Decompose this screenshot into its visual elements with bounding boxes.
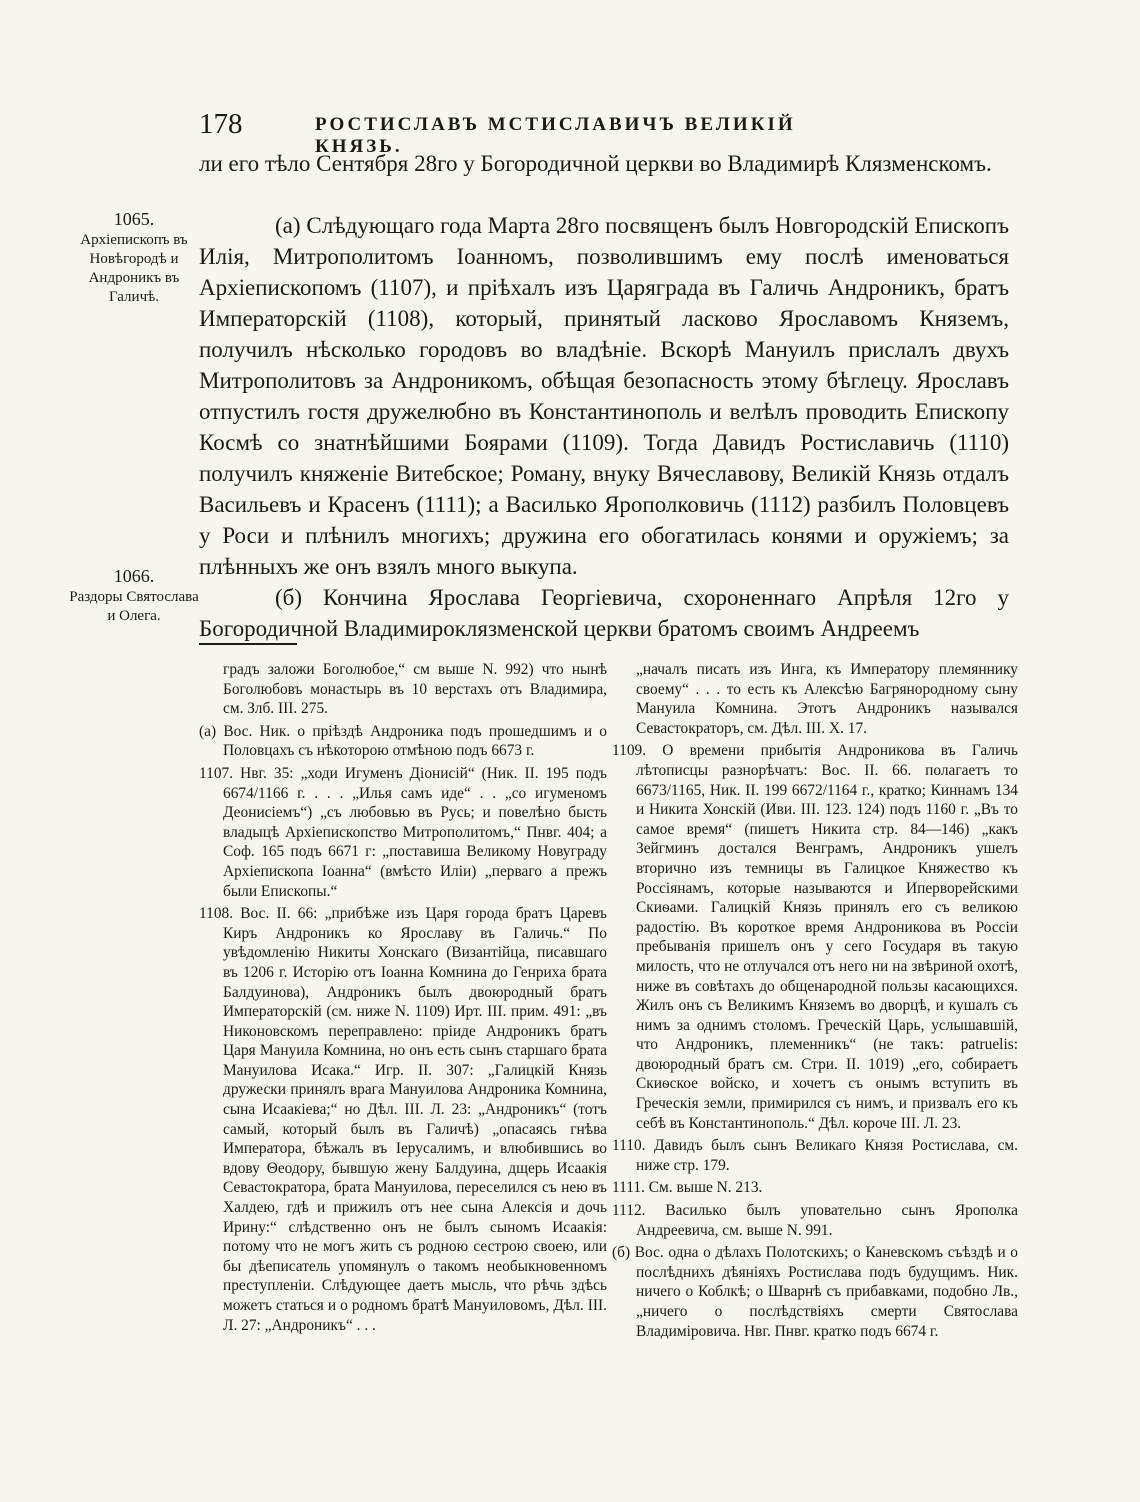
margin-year: 1066. — [113, 566, 155, 586]
footnote-text: Вос. II. 66: „прибѣже изъ Царя города братъ Царевъ Киръ Андроникъ ко Ярославу въ Галичь.“ По увѣдомленію Никиты Хонскаго (Византійца, писавшаго въ 1206 г. Исторію отъ Іоанна Комнина до Генриха брата Балдуинова), Андроникъ былъ двоюродный братъ Императорскій (см. ниже N. 1109) Ирт. III. прим. 491: „въ Никоновскомъ переправлено: прiиде Андроникъ братъ Царя Мануила Комнина, но онъ есть сынъ старшаго брата Мануилова Исака.“ Игр. II. 307: „Галицкій Князь дружески принялъ врага Мануилова Андроника Комнина, сына Исаакіева;“ но Дѣл. III. Л. 23: „Андроникъ“ (тотъ самый, который былъ въ Галичѣ) „опасаясь гнѣва Императора, бѣжалъ въ Іерусалимъ, и влюбившись во вдову Θеодору, бывшую жену Балдуина, дщерь Исаакія Севастократора, брата Мануилова, переселился съ нею въ Халдею, гдѣ и прижилъ отъ нее сына Алексія и дочь Ирину:“ слѣдственно онъ не былъ сыномъ Исаакія: потому что не могъ жить съ родною сестрою своею, или бы дѣеписатель упомянулъ о такомъ необыкновенномъ преступленіи. Слѣдующее даетъ мысль, что рѣчь здѣсь можетъ статься и о родномъ братѣ Мануиловомъ, Дѣл. III. Л. 27: „Андроникъ“ . . . — [223, 905, 607, 1334]
footnote-label: 1107. — [199, 764, 234, 782]
footnote — [612, 1178, 1018, 1198]
footnote-text: О времени прибытія Андроникова въ Галичь лѣтописцы разнорѣчатъ: Вос. II. 66. полагаетъ то 6673/1165, Ник. II. 199 6672/1164 г., кратко; Киннамъ 134 и Никита Хонскій (Иви. III. 123. 124) подъ 1160 г. „Въ то самое время“ (пишетъ Никита стр. 84—146) „какъ Зейгминъ достался Венграмъ, Андроникъ ушелъ вторично изъ темницы въ Галицкое Княжество къ Россіянамъ, которые называются и Иперворейскими Скиѳами. Галицкій Князь принялъ его съ великою радостію. Въ короткое время Андроникова въ Россіи пребыванія пришелъ онъ у сего Государя въ такую милость, что не отлучался отъ него ни на звѣриной охотѣ, ниже въ совѣтахъ до общенародной пользы касающихся. Жилъ онъ съ Великимъ Княземъ во дворцѣ, и кушалъ съ нимъ за однимъ столомъ. Греческій Царь, услышавшій, что Андроникъ, племенникъ“ (не такъ: patruelis: двоюродный братъ см. Стри. II. 1019) „его, собираетъ Скиѳское войско, и хочетъ съ онымъ вступить въ Греческія земли, примирился съ нимъ, и призвалъ его къ себѣ въ Константинополь.“ Дѣл. короче III. Л. 23. — [636, 742, 1018, 1132]
page-number: 178 — [199, 108, 243, 140]
footnote-label: 1112. — [612, 1202, 646, 1220]
margin-note-1065 — [68, 210, 200, 307]
footnote-text: „началъ писать изъ Инга, къ Императору племяннику своему“ . . . то есть къ Алексѣю Багрянородному сыну Мануила Комнина. Этотъ Андроникъ назывался Севастократоръ, см. Дѣл. III. X. 17. — [636, 661, 1018, 737]
footnote — [199, 764, 607, 901]
footnote — [612, 1243, 1018, 1341]
footnote-label: 1111. — [612, 1179, 645, 1197]
footnote-divider — [199, 643, 297, 645]
margin-text: Архіепископъ въ Новѣгородѣ и Андроникъ въ Галичѣ. — [80, 232, 188, 305]
footnote-label: 1110. — [612, 1137, 646, 1155]
footnote-text: Вос. Ник. о пріѣздѣ Андроника подъ прошедшимъ и о Половцахъ съ нѣкоторою отмѣною подъ 6673 г. — [223, 722, 607, 760]
footnote-text: градъ заложи Боголюбое,“ см выше N. 992) что нынѣ Боголюбовъ монастырь въ 10 верстахъ отъ Владимира, см. Злб. III. 275. — [223, 661, 607, 718]
footnote — [612, 1201, 1018, 1240]
footnote-text: Нвг. 35: „ходи Игуменъ Діонисій“ (Ник. II. 195 подъ 6674/1166 г. . . . „Илья самъ иде“ . . „со игуменомъ Деонисіемъ“) „съ любовью въ Русь; и повелѣно бысть владыцѣ Архіепископство Митрополитомъ,“ Пнвг. 404; а Соф. 165 подъ 6671 г: „поставиша Великому Новуграду Архіепископа Іоанна“ (вмѣсто Иліи) „перваго а прежъ были Епископы.“ — [223, 764, 607, 900]
footnote-text: Давидъ былъ сынъ Великаго Князя Ростислава, см. ниже стр. 179. — [636, 1137, 1018, 1174]
footnote-text: Вос. одна о дѣлахъ Полотскихъ; о Каневскомъ съѣздѣ и о послѣднихъ дѣяніяхъ Ростислава подъ будущимъ. Ник. ничего о Коблкѣ; о Шварнѣ съ прибавками, подобно Лв., „ничего о послѣдствіяхъ смерти Святослава Владиміровича. Нвг. Пнвг. кратко подъ 6674 г. — [634, 1244, 1018, 1340]
paragraph-a: (а) Слѣдующаго года Марта 28го посвященъ былъ Новгородскій Епископъ Илія, Митрополитомъ Іоанномъ, позволившимъ ему послѣ именоваться Архіепископомъ (1107), и пріѣхалъ изъ Царяграда въ Галичь Андроникъ, братъ Императорскій (1108), который, принятый ласково Ярославомъ Княземъ, получилъ нѣсколько городовъ во владѣніе. Вскорѣ Мануилъ прислалъ двухъ Митрополитовъ за Андроникомъ, обѣщая безопасность этому бѣглецу. Ярославъ отпустилъ гостя дружелюбно въ Константинополь и велѣлъ проводить Епископу Космѣ со знатнѣйшими Боярами (1109). Тогда Давидъ Ростиславичь (1110) получилъ княженіе Витебское; Роману, внуку Вячеславову, Великій Князь отдалъ Васильевъ и Красенъ (1111); а Василько Ярополковичь (1112) разбилъ Половцевъ у Роси и плѣнилъ многихъ; дружина его обогатилась конями и оружіемъ; за плѣнныхъ же онъ взялъ много выкупа. — [199, 213, 1009, 579]
footnote-text: См. выше N. 213. — [648, 1179, 763, 1197]
footnote — [612, 660, 1018, 738]
footnote-label: (а) — [199, 722, 217, 740]
footnote-label: (б) — [612, 1244, 631, 1262]
page-header — [199, 108, 879, 157]
footnote — [199, 904, 607, 1335]
paragraph-continuation: ли его тѣло Сентября 28го у Богородичной церкви во Владимирѣ Клязменскомъ. — [199, 151, 992, 176]
footnotes-right-column — [612, 660, 1018, 1344]
footnotes-left-column — [199, 660, 607, 1338]
margin-year: 1065. — [113, 209, 155, 229]
margin-text: Раздоры Святослава и Олега. — [69, 589, 199, 624]
paragraph-b: (б) Кончина Ярослава Георгіевича, схороненнаго Апрѣля 12го у Богородичной Владимироклязменской церкви братомъ своимъ Андреемъ — [199, 585, 1009, 641]
margin-note-1066 — [68, 567, 200, 626]
footnote — [612, 1136, 1018, 1175]
running-title: РОСТИСЛАВЪ МСТИСЛАВИЧЪ ВЕЛИКІЙ КНЯЗЬ. — [315, 114, 796, 157]
footnote-label: 1109. — [612, 742, 647, 760]
footnote — [199, 660, 607, 719]
footnote-text: Василько былъ уповательно сынъ Ярополка Андреевича, см. выше N. 991. — [636, 1202, 1018, 1239]
footnote — [199, 722, 607, 761]
footnote-label: 1108. — [199, 905, 234, 923]
main-text — [199, 148, 1009, 644]
footnote — [612, 741, 1018, 1133]
